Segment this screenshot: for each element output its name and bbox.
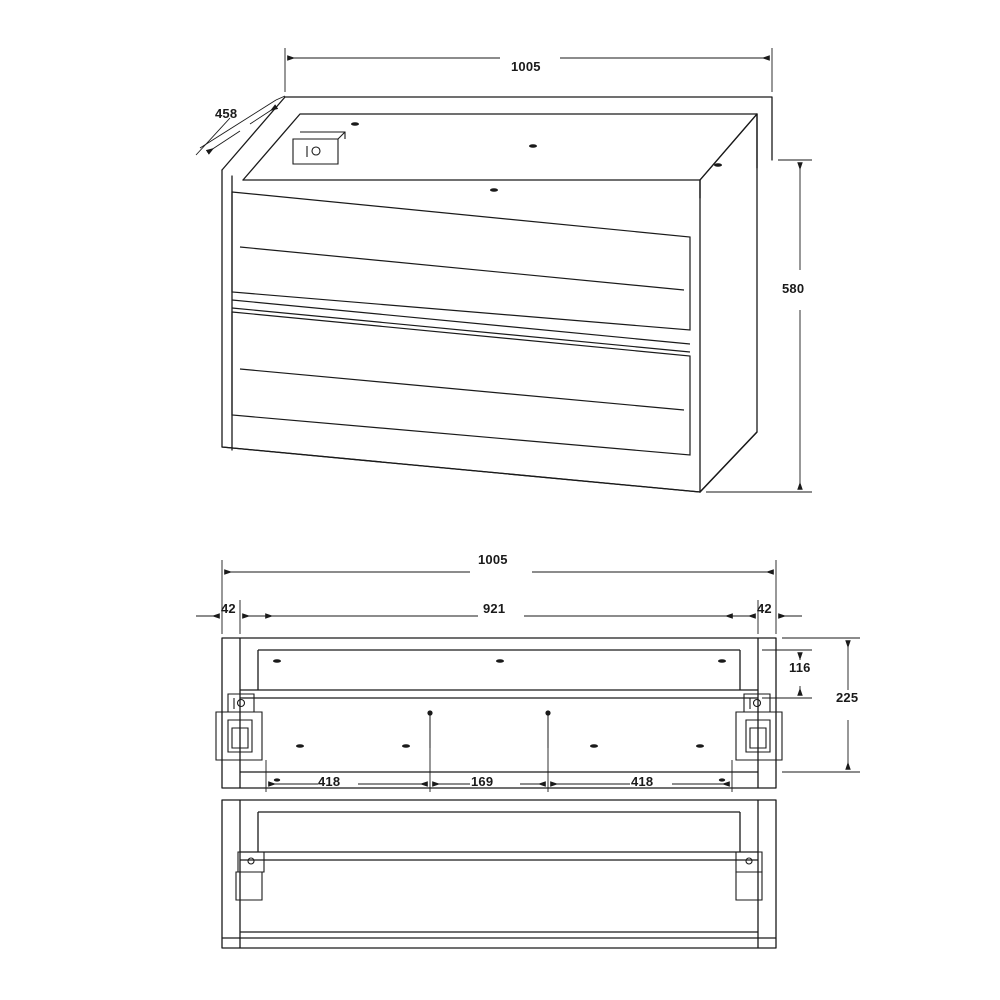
dim-section-drawer-225: 225 [836, 690, 859, 705]
dim-iso-width-1005: 1005 [511, 59, 541, 74]
dim-section-left-42: 42 [221, 601, 236, 616]
dim-section-runner-116: 116 [789, 660, 811, 675]
dim-section-right-42: 42 [757, 601, 772, 616]
section-cabinet-outline [222, 638, 776, 948]
dim-section-center-169: 169 [471, 774, 494, 789]
iso-top-screw-marks [351, 122, 722, 192]
section-screw-marks [273, 659, 726, 781]
dim-iso-height-580: 580 [782, 281, 805, 296]
dim-section-right-418: 418 [631, 774, 654, 789]
iso-top-hardware [293, 132, 345, 164]
iso-drawer-fronts [232, 192, 690, 455]
section-runner-hardware-lower [236, 852, 762, 900]
section-runner-hardware-left [216, 694, 262, 760]
section-dimension-lines [196, 560, 860, 792]
section-runner-hardware-right [736, 694, 782, 760]
dim-section-width-1005: 1005 [478, 552, 508, 567]
section-center-divider [430, 713, 548, 748]
dim-section-inner-921: 921 [483, 601, 506, 616]
dim-section-left-418: 418 [318, 774, 341, 789]
dim-iso-depth-458: 458 [215, 106, 238, 121]
